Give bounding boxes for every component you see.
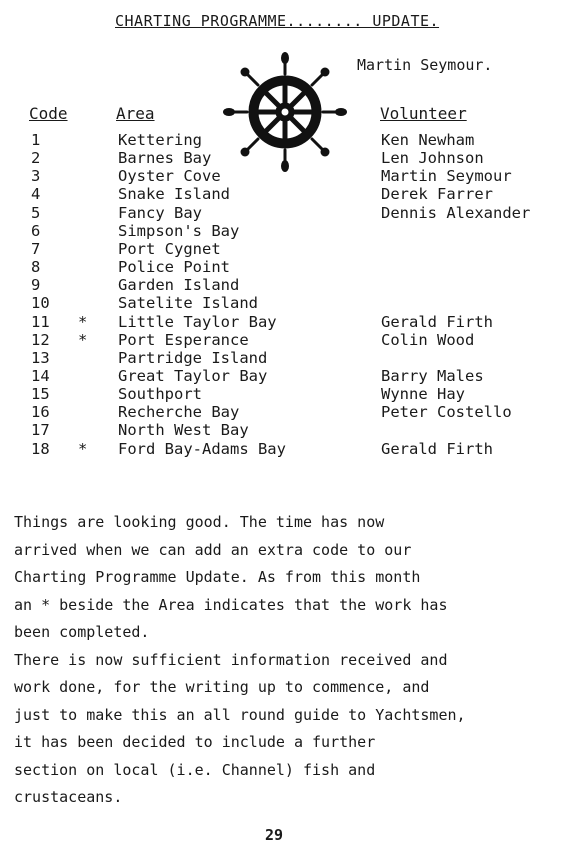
row-area: Garden Island xyxy=(118,276,240,295)
page-title: CHARTING PROGRAMME........ UPDATE. xyxy=(115,12,440,30)
row-area: Ford Bay-Adams Bay xyxy=(118,439,286,458)
paragraph-line: an * beside the Area indicates that the work has xyxy=(14,595,448,614)
row-area: Southport xyxy=(118,385,202,404)
row-code: 11 xyxy=(31,312,50,331)
row-volunteer: Gerald Firth xyxy=(381,439,493,458)
author-name: Martin Seymour. xyxy=(357,56,493,74)
paragraph-line: work done, for the writing up to commence, and xyxy=(14,678,430,696)
table-row xyxy=(0,294,573,312)
row-area: Little Taylor Bay xyxy=(118,312,277,331)
table-row xyxy=(0,240,573,258)
row-volunteer: Colin Wood xyxy=(381,330,475,349)
paragraph-line: been completed. xyxy=(14,623,150,641)
row-code: 10 xyxy=(31,294,50,313)
row-volunteer: Ken Newham xyxy=(381,131,475,149)
row-area: Port Esperance xyxy=(118,330,249,349)
row-code: 14 xyxy=(31,366,50,385)
paragraph-line: crustaceans. xyxy=(14,788,123,806)
table-row xyxy=(0,440,573,458)
row-area: Simpson's Bay xyxy=(118,221,240,240)
row-code: 1 xyxy=(31,131,41,149)
paragraph-line: Things are looking good. The time has now xyxy=(14,513,385,531)
row-completed-mark: * xyxy=(78,439,88,458)
paragraph-line: section on local (i.e. Channel) fish and xyxy=(14,760,376,779)
table-row xyxy=(0,313,573,331)
paragraph-line: just to make this an all round guide to Yachtsmen, xyxy=(14,705,466,724)
header-volunteer: Volunteer xyxy=(380,104,467,123)
row-completed-mark: * xyxy=(78,330,88,349)
row-code: 12 xyxy=(31,330,50,349)
row-area: Satelite Island xyxy=(118,294,258,313)
row-area: Oyster Cove xyxy=(118,167,221,186)
row-area: Snake Island xyxy=(118,185,230,204)
row-code: 18 xyxy=(31,439,50,458)
row-volunteer: Martin Seymour xyxy=(381,167,512,186)
table-row xyxy=(0,421,573,439)
table-row xyxy=(0,204,573,222)
row-volunteer: Peter Costello xyxy=(381,403,512,422)
row-area: Fancy Bay xyxy=(118,203,202,222)
table-row xyxy=(0,403,573,421)
paragraph-line: There is now sufficient information received and xyxy=(14,650,448,669)
update-paragraph xyxy=(14,509,564,812)
row-code: 17 xyxy=(31,421,50,440)
row-code: 6 xyxy=(31,221,41,240)
table-row xyxy=(0,276,573,294)
row-area: Police Point xyxy=(118,258,230,277)
row-volunteer: Wynne Hay xyxy=(381,385,465,404)
row-area: Recherche Bay xyxy=(118,403,240,422)
row-code: 16 xyxy=(31,403,50,422)
row-volunteer: Len Johnson xyxy=(381,149,484,168)
row-area: Great Taylor Bay xyxy=(118,366,268,385)
row-code: 3 xyxy=(31,167,41,186)
row-code: 2 xyxy=(31,149,41,168)
paragraph-line: arrived when we can add an extra code to our xyxy=(14,540,412,559)
row-area: Port Cygnet xyxy=(118,239,221,258)
row-code: 8 xyxy=(31,258,41,277)
row-code: 7 xyxy=(31,239,41,258)
row-code: 13 xyxy=(31,348,50,367)
table-row xyxy=(0,131,573,149)
table-row xyxy=(0,258,573,276)
row-volunteer: Derek Farrer xyxy=(381,185,493,204)
row-area: North West Bay xyxy=(118,421,249,440)
row-area: Kettering xyxy=(118,131,202,149)
row-volunteer: Dennis Alexander xyxy=(381,203,531,222)
row-completed-mark: * xyxy=(78,312,88,331)
header-code: Code xyxy=(29,104,68,123)
paragraph-line: it has been decided to include a further xyxy=(14,733,376,751)
row-area: Barnes Bay xyxy=(118,149,212,168)
row-code: 15 xyxy=(31,385,50,404)
row-code: 4 xyxy=(31,185,41,204)
page-number: 29 xyxy=(265,826,284,844)
table-row xyxy=(0,222,573,240)
table-row xyxy=(0,185,573,203)
row-area: Partridge Island xyxy=(118,348,268,367)
row-volunteer: Barry Males xyxy=(381,366,484,385)
table-row xyxy=(0,331,573,349)
row-code: 5 xyxy=(31,203,41,222)
row-volunteer: Gerald Firth xyxy=(381,312,493,331)
paragraph-line: Charting Programme Update. As from this month xyxy=(14,568,421,586)
header-area: Area xyxy=(116,104,155,123)
table-row xyxy=(0,167,573,185)
row-code: 9 xyxy=(31,276,41,295)
table-row xyxy=(0,385,573,403)
table-row xyxy=(0,349,573,367)
table-row xyxy=(0,149,573,167)
table-row xyxy=(0,367,573,385)
